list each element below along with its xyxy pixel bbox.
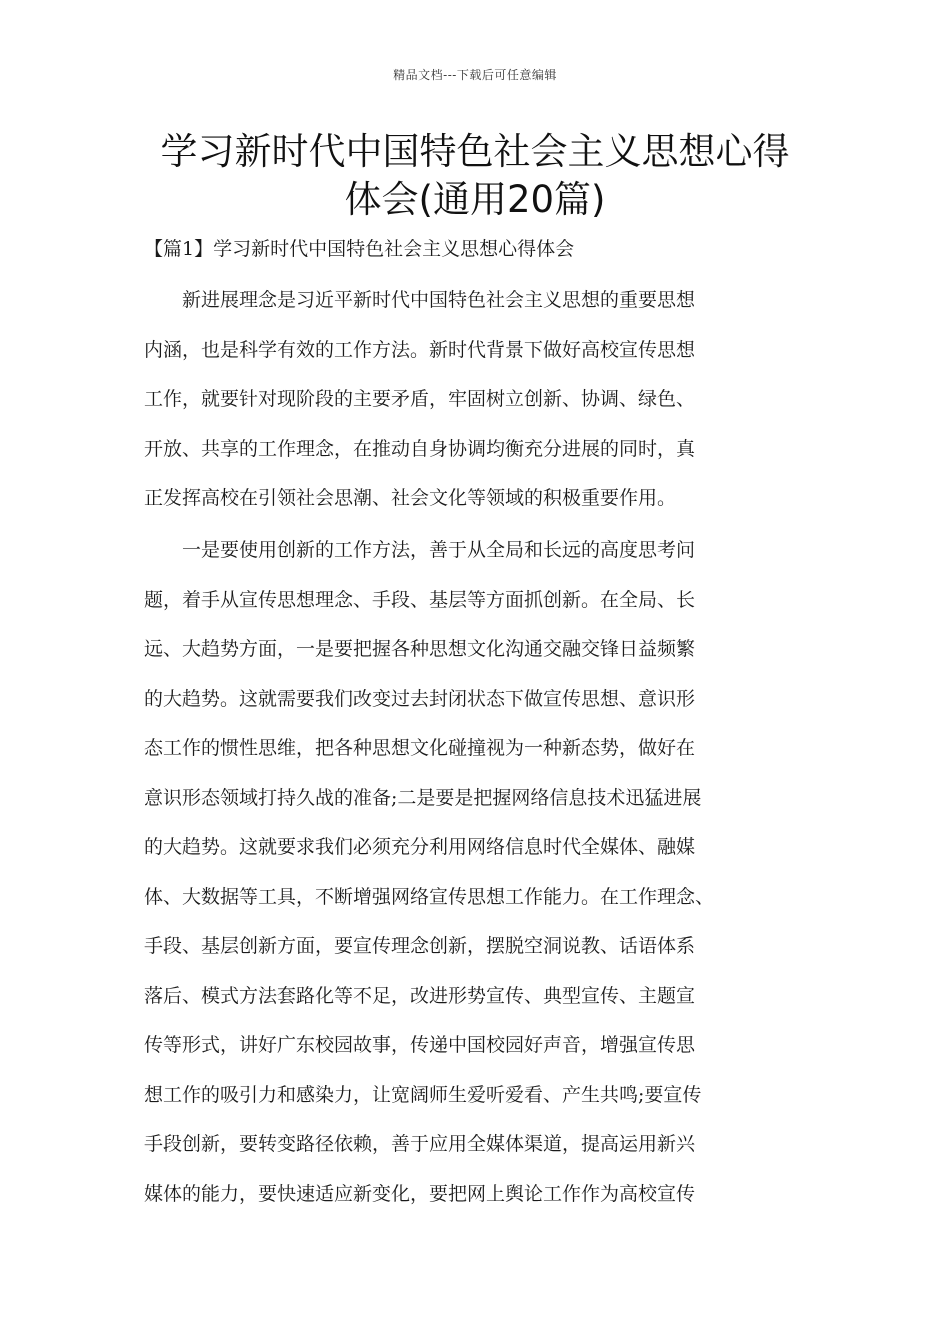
paragraph: [144, 526, 834, 1219]
paragraph-line: 新进展理念是习近平新时代中国特色社会主义思想的重要思想: [144, 289, 696, 311]
title-line: 学习新时代中国特色社会主义思想心得: [160, 130, 790, 173]
paragraph-line: 的大趋势。这就要求我们必须充分利用网络信息时代全媒体、融媒: [144, 836, 696, 858]
paragraph-line: 的大趋势。这就需要我们改变过去封闭状态下做宣传思想、意识形: [144, 687, 696, 710]
paragraph-line: 题，着手从宣传思想理念、手段、基层等方面抓创新。在全局、长: [144, 588, 696, 611]
paragraph-line: 媒体的能力，要快速适应新变化，要把网上舆论工作作为高校宣传: [144, 1182, 696, 1205]
paragraph-line: 一是要使用创新的工作方法，善于从全局和长远的高度思考问: [144, 539, 696, 561]
section-heading: 【篇1】学习新时代中国特色社会主义思想心得体会: [144, 238, 575, 260]
paragraph-line: 传等形式，讲好广东校园故事，传递中国校园好声音，增强宣传思: [144, 1034, 696, 1056]
paragraph: [144, 276, 834, 524]
paragraph-line: 想工作的吸引力和感染力，让宽阔师生爱听爱看、产生共鸣;要宣传: [144, 1083, 702, 1106]
paragraph-line: 工作，就要针对现阶段的主要矛盾，牢固树立创新、协调、绿色、: [144, 388, 696, 410]
paragraph-line: 态工作的惯性思维，把各种思想文化碰撞视为一种新态势，做好在: [144, 737, 696, 759]
paragraph-line: 手段创新，要转变路径依赖，善于应用全媒体渠道，提高运用新兴: [144, 1133, 696, 1155]
paragraph-line: 开放、共享的工作理念，在推动自身协调均衡充分进展的同时，真: [144, 437, 696, 460]
paragraph-line: 体、大数据等工具，不断增强网络宣传思想工作能力。在工作理念、: [144, 885, 715, 908]
paragraph-line: 远、大趋势方面，一是要把握各种思想文化沟通交融交锋日益频繁: [144, 638, 696, 660]
header-note: 精品文档---下载后可任意编辑: [393, 68, 557, 82]
paragraph-line: 正发挥高校在引领社会思潮、社会文化等领域的积极重要作用。: [144, 487, 677, 509]
paragraph-line: 落后、模式方法套路化等不足，改进形势宣传、典型宣传、主题宣: [144, 984, 696, 1007]
title-line: 体会(通用20篇): [344, 178, 606, 221]
document-title: [110, 128, 840, 224]
paragraph-line: 内涵，也是科学有效的工作方法。新时代背景下做好高校宣传思想: [144, 338, 696, 361]
paragraph-line: 意识形态领域打持久战的准备;二是要是把握网络信息技术迅猛进展: [144, 786, 702, 809]
paragraph-line: 手段、基层创新方面，要宣传理念创新，摆脱空洞说教、话语体系: [144, 935, 696, 957]
